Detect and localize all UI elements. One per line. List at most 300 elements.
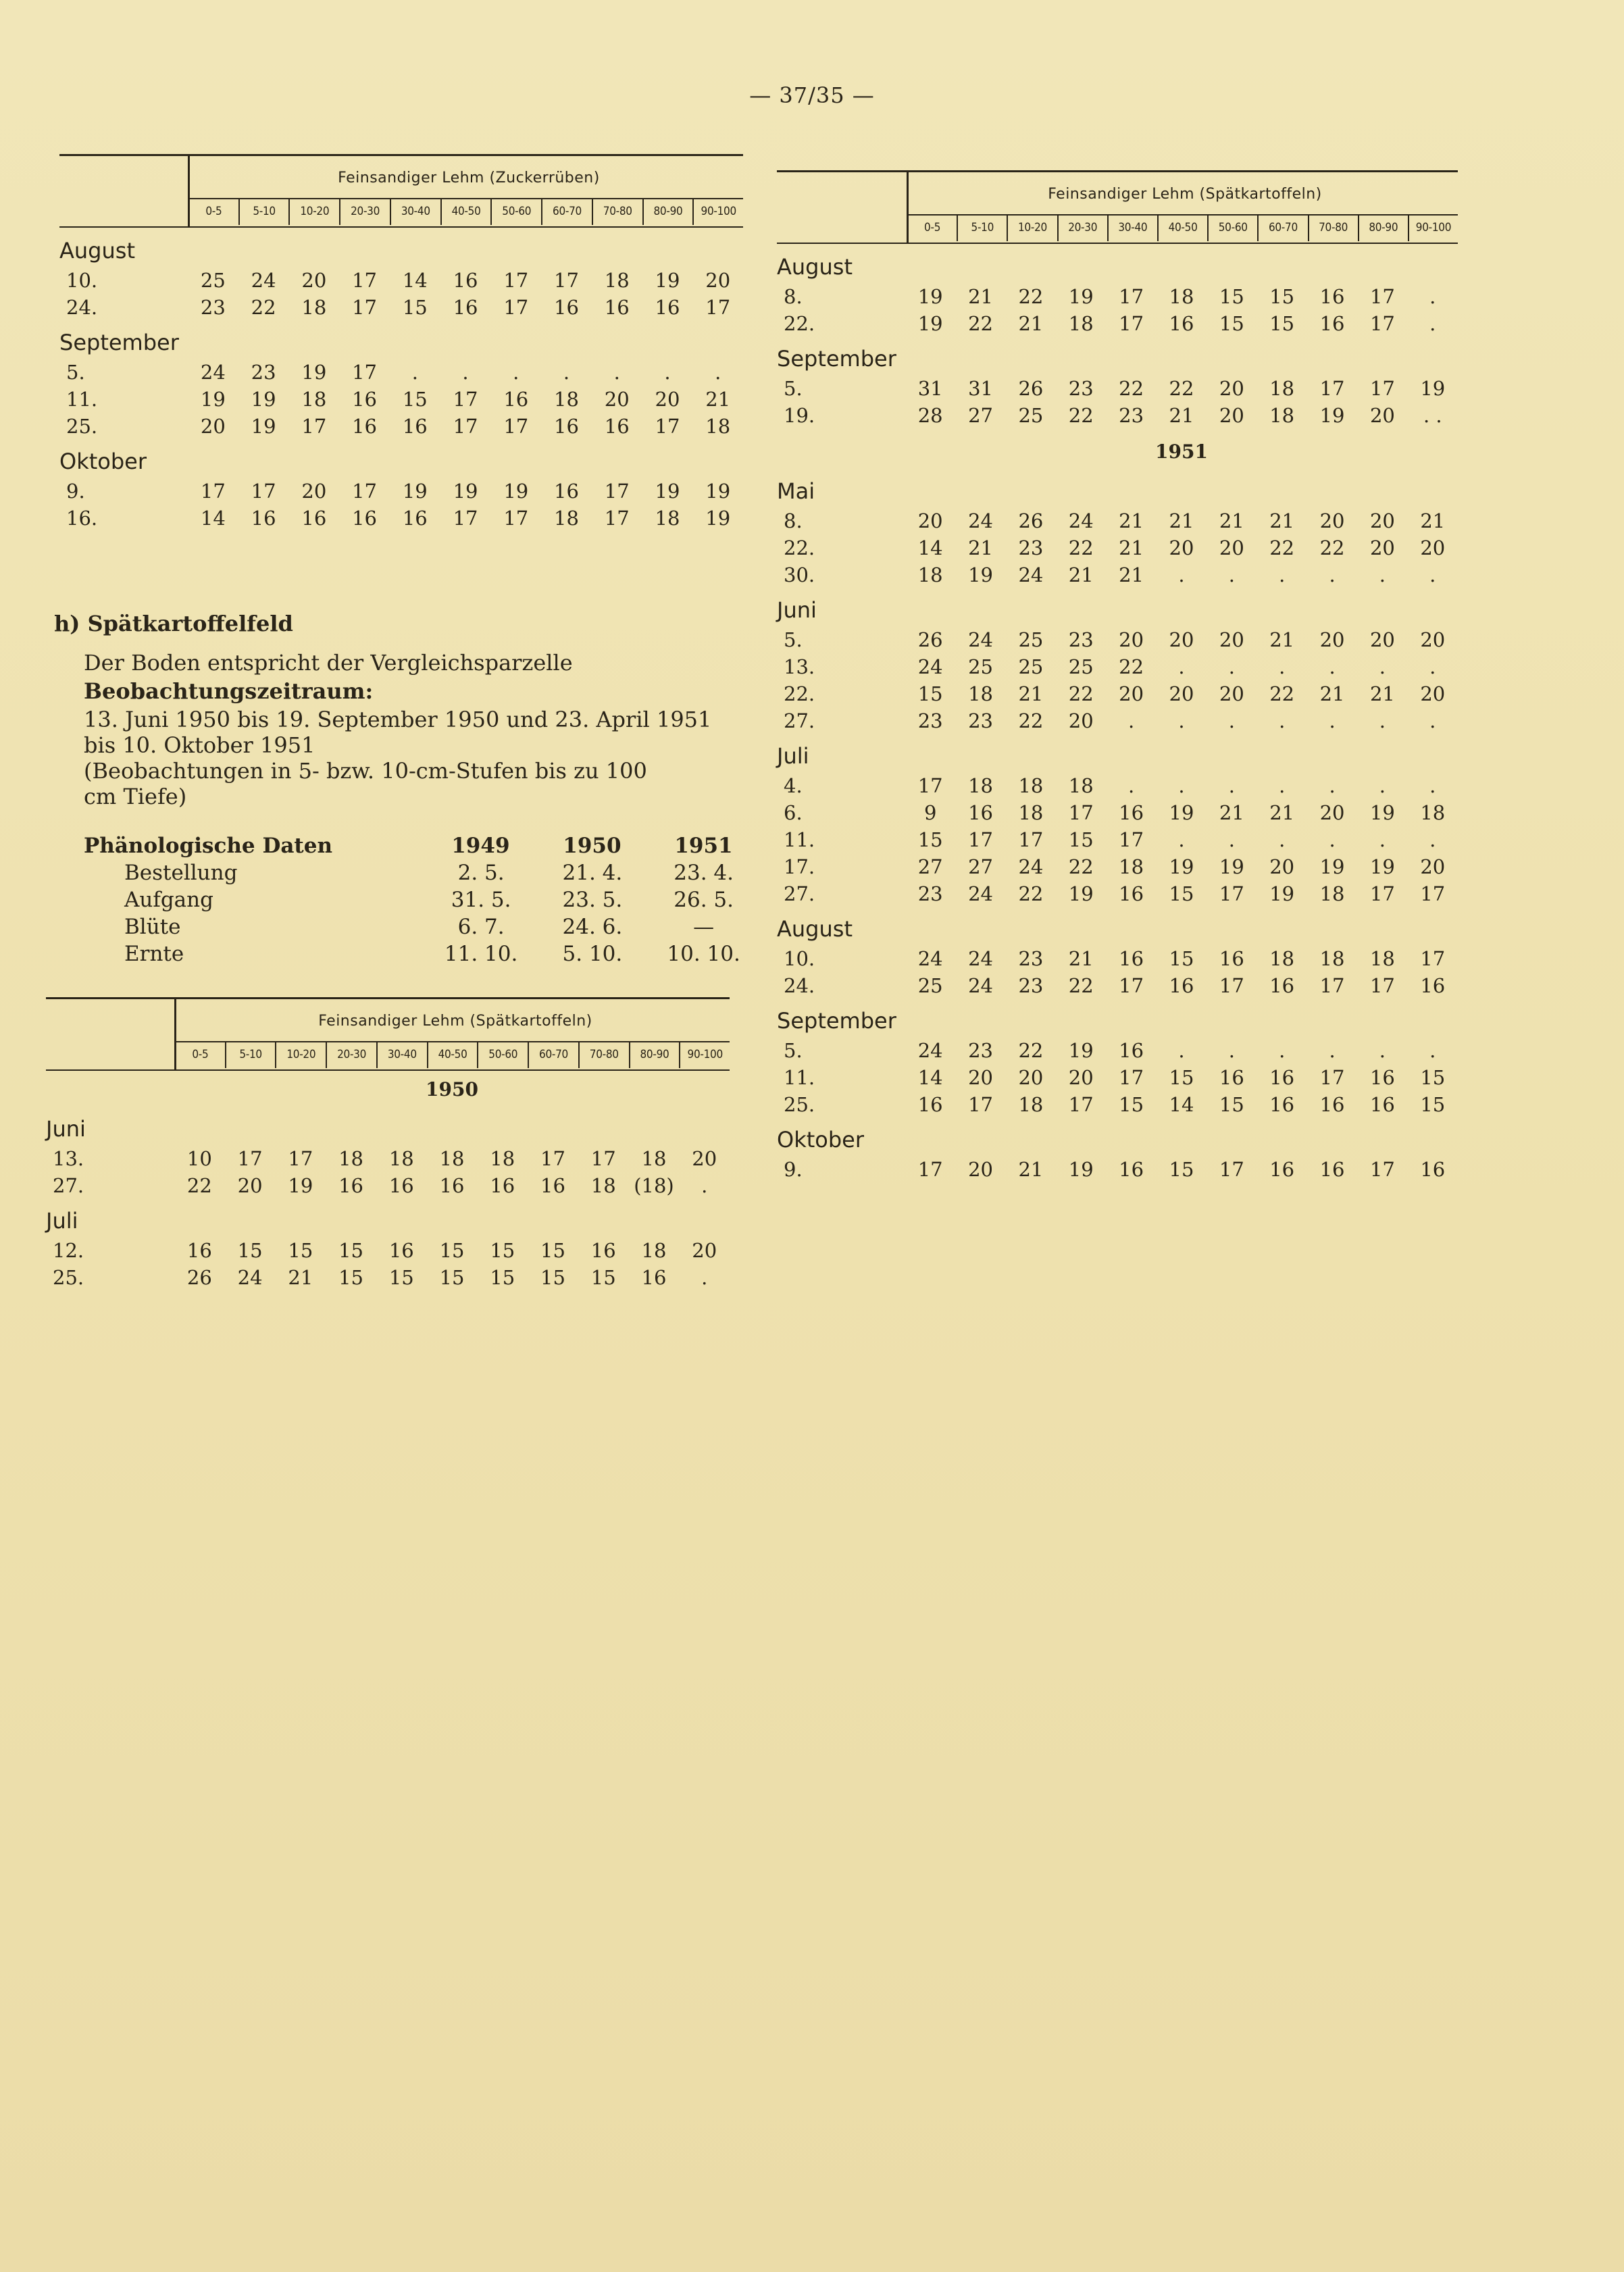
table-row xyxy=(59,294,743,321)
value-cell: . xyxy=(1279,655,1286,678)
value-cell: 15 xyxy=(439,1266,465,1289)
value-cell: 19 xyxy=(1369,855,1395,878)
value-cells xyxy=(905,1156,1458,1183)
value-cell: 17 xyxy=(1420,882,1446,905)
value-cell: 17 xyxy=(1068,1093,1094,1116)
value-cell: 18 xyxy=(655,507,680,530)
value-cells xyxy=(188,413,743,440)
value-cell: 19 xyxy=(968,563,993,586)
depth-header-cell: 0-5 xyxy=(205,205,222,218)
phenology-date: 23. 4. xyxy=(674,861,734,885)
value-cell: 20 xyxy=(655,388,680,411)
value-cells xyxy=(188,359,743,386)
value-cell: 21 xyxy=(1068,563,1094,586)
value-cell: 21 xyxy=(1269,801,1295,824)
table-row xyxy=(46,1172,730,1199)
day-label: 27. xyxy=(784,709,815,732)
table-caption: Feinsandiger Lehm (Zuckerrüben) xyxy=(338,170,600,186)
month-label: Oktober xyxy=(59,449,147,474)
value-cell: 15 xyxy=(1219,1093,1244,1116)
month-label: Oktober xyxy=(777,1127,864,1153)
value-cell: . xyxy=(1379,774,1386,797)
value-cell: 19 xyxy=(503,480,529,503)
value-cell: 20 xyxy=(1219,628,1244,651)
value-cell: 24 xyxy=(237,1266,263,1289)
month-label: Juni xyxy=(46,1116,86,1142)
value-cell: . xyxy=(1178,563,1185,586)
value-cell: 16 xyxy=(590,1239,616,1262)
value-cells xyxy=(905,972,1458,999)
value-cell: 21 xyxy=(1269,509,1295,532)
value-cell: 24 xyxy=(968,882,993,905)
value-cell: 16 xyxy=(1369,1066,1395,1089)
table-spaetkartoffeln-1950 xyxy=(46,997,730,1291)
day-label: 6. xyxy=(784,801,803,824)
value-cell: 16 xyxy=(1119,947,1144,970)
table-row xyxy=(777,1091,1458,1118)
day-label: 5. xyxy=(66,361,85,384)
value-cell: 9 xyxy=(923,801,937,824)
value-cell: . xyxy=(1429,774,1436,797)
value-cell: 15 xyxy=(490,1266,515,1289)
value-cell: 21 xyxy=(1319,682,1345,705)
depth-header-cell: 20-30 xyxy=(339,199,390,225)
value-cell: 24 xyxy=(968,509,993,532)
phenology-date: — xyxy=(693,915,715,939)
value-cell: 20 xyxy=(1068,709,1094,732)
table-header xyxy=(46,997,730,1072)
table-row xyxy=(777,1037,1458,1064)
value-cell: 20 xyxy=(1420,855,1446,878)
table-row xyxy=(777,972,1458,999)
year-heading: 1951 xyxy=(1155,440,1208,463)
value-cell: 27 xyxy=(968,855,993,878)
value-cell: 18 xyxy=(1319,882,1345,905)
month-label: August xyxy=(777,916,853,942)
value-cells xyxy=(174,1264,730,1291)
value-cell: . xyxy=(1228,709,1235,732)
value-cell: 17 xyxy=(917,1158,943,1181)
value-cell: 19 xyxy=(1068,882,1094,905)
value-cells xyxy=(905,772,1458,799)
day-label: 17. xyxy=(784,855,815,878)
value-cell: 17 xyxy=(1119,974,1144,997)
value-cell: 17 xyxy=(453,415,478,438)
value-cell: 21 xyxy=(1018,1158,1044,1181)
phenology-row xyxy=(84,940,759,967)
value-cells xyxy=(905,626,1458,653)
value-cell: 16 xyxy=(453,269,478,292)
value-cell: 20 xyxy=(1018,1066,1044,1089)
day-label: 13. xyxy=(53,1147,84,1170)
year-heading: 1950 xyxy=(426,1078,478,1101)
value-cell: 15 xyxy=(1169,947,1194,970)
value-cell: 18 xyxy=(301,296,327,319)
value-cell: 15 xyxy=(288,1239,313,1262)
month-label: Juni xyxy=(777,597,817,623)
depth-header-cell: 20-30 xyxy=(326,1042,376,1068)
value-cell: (18) xyxy=(634,1174,674,1197)
value-cell: 19 xyxy=(1319,855,1345,878)
phenology-label: Bestellung xyxy=(124,861,238,885)
section-description xyxy=(84,650,746,809)
phenology-label: Ernte xyxy=(124,942,184,966)
value-cell: 14 xyxy=(917,1066,943,1089)
table-spaetkartoffeln-1950-1951 xyxy=(777,170,1458,1183)
value-cell: 23 xyxy=(1018,974,1044,997)
value-cell: 17 xyxy=(655,415,680,438)
value-cell: 18 xyxy=(301,388,327,411)
value-cell: . xyxy=(1379,709,1386,732)
value-cell: 19 xyxy=(402,480,428,503)
value-cell: 26 xyxy=(186,1266,212,1289)
soil-note: Der Boden entspricht der Vergleichsparzelle xyxy=(84,650,573,676)
value-cell: . xyxy=(1128,774,1135,797)
depth-header-cell: 80-90 xyxy=(642,199,693,225)
value-cell: 26 xyxy=(1018,509,1044,532)
value-cell: . xyxy=(1429,709,1436,732)
value-cell: 16 xyxy=(1119,801,1144,824)
value-cell: 22 xyxy=(1068,682,1094,705)
value-cell: 17 xyxy=(604,480,630,503)
day-label: 8. xyxy=(784,285,803,308)
value-cell: 19 xyxy=(917,312,943,335)
header-rule xyxy=(59,226,743,228)
table-row xyxy=(46,1145,730,1172)
table-row xyxy=(777,707,1458,734)
phenology-row xyxy=(84,913,759,940)
value-cell: 17 xyxy=(1219,882,1244,905)
value-cell: 19 xyxy=(1169,855,1194,878)
value-cell: 16 xyxy=(604,296,630,319)
value-cell: 23 xyxy=(968,1039,993,1062)
value-cell: 17 xyxy=(1219,974,1244,997)
value-cell: 23 xyxy=(917,709,943,732)
value-cell: 20 xyxy=(1369,536,1395,559)
value-cells xyxy=(905,653,1458,680)
value-cell: 16 xyxy=(554,415,579,438)
value-cell: 19 xyxy=(288,1174,313,1197)
value-cell: . xyxy=(1429,828,1436,851)
value-cell: 18 xyxy=(705,415,731,438)
value-cell: . xyxy=(1279,709,1286,732)
value-cell: 14 xyxy=(917,536,943,559)
value-cell: 15 xyxy=(1068,828,1094,851)
phenology-label: Blüte xyxy=(124,915,181,939)
value-cell: 31 xyxy=(917,377,943,400)
depth-header-cell: 90-100 xyxy=(679,1042,730,1068)
value-cell: 16 xyxy=(1169,974,1194,997)
table-body xyxy=(59,234,743,532)
value-cell: 20 xyxy=(301,269,327,292)
value-cell: 18 xyxy=(641,1147,667,1170)
day-label: 10. xyxy=(784,947,815,970)
depth-header-cell: 10-20 xyxy=(1007,216,1057,241)
value-cell: 20 xyxy=(1420,628,1446,651)
value-cell: 15 xyxy=(1169,1066,1194,1089)
value-cells xyxy=(188,267,743,294)
value-cell: 19 xyxy=(1269,882,1295,905)
value-cell: 20 xyxy=(301,480,327,503)
table-row xyxy=(777,772,1458,799)
depth-header-cell: 0-5 xyxy=(924,221,941,234)
value-cell: 19 xyxy=(251,388,276,411)
phenology-header xyxy=(84,832,759,859)
section-title: h) Spätkartoffelfeld xyxy=(54,611,293,636)
value-cell: 20 xyxy=(1169,628,1194,651)
value-cell: . xyxy=(1329,828,1336,851)
value-cell: . xyxy=(1429,1039,1436,1062)
value-cell: 17 xyxy=(503,269,529,292)
value-cell: 23 xyxy=(1119,404,1144,427)
depth-header-row xyxy=(176,1041,730,1068)
value-cell: 19 xyxy=(1068,1158,1094,1181)
value-cell: 16 xyxy=(186,1239,212,1262)
period-line-2: bis 10. Oktober 1951 xyxy=(84,732,315,758)
value-cell: 27 xyxy=(917,855,943,878)
value-cell: 21 xyxy=(1219,801,1244,824)
value-cell: 15 xyxy=(917,682,943,705)
value-cell: 20 xyxy=(1369,404,1395,427)
depth-header-cell: 50-60 xyxy=(1207,216,1257,241)
value-cell: 17 xyxy=(1319,377,1345,400)
depth-header-cell: 70-80 xyxy=(1308,216,1358,241)
value-cell: 17 xyxy=(540,1147,565,1170)
value-cell: 21 xyxy=(288,1266,313,1289)
table-row xyxy=(59,478,743,505)
month-label: August xyxy=(777,254,853,280)
value-cell: . xyxy=(1228,563,1235,586)
depth-header-cell: 40-50 xyxy=(1157,216,1207,241)
value-cells xyxy=(905,507,1458,534)
value-cell: 22 xyxy=(1068,974,1094,997)
value-cell: 15 xyxy=(237,1239,263,1262)
table-row xyxy=(777,507,1458,534)
year-1951: 1951 xyxy=(674,834,733,858)
value-cells xyxy=(905,680,1458,707)
month-label: Mai xyxy=(777,478,815,504)
depth-header-cell: 20-30 xyxy=(1057,216,1107,241)
value-cell: 20 xyxy=(1119,682,1144,705)
value-cell: 28 xyxy=(917,404,943,427)
value-cell: 18 xyxy=(1369,947,1395,970)
table-zuckerrueben xyxy=(59,154,743,532)
value-cells xyxy=(905,1064,1458,1091)
value-cell: 21 xyxy=(705,388,731,411)
table-row xyxy=(59,267,743,294)
value-cell: 24 xyxy=(917,947,943,970)
value-cell: . xyxy=(1329,774,1336,797)
value-cell: 15 xyxy=(338,1239,364,1262)
value-cell: . xyxy=(715,361,721,384)
value-cell: 19 xyxy=(1068,285,1094,308)
value-cell: 24 xyxy=(968,974,993,997)
value-cell: . xyxy=(1128,709,1135,732)
value-cell: 15 xyxy=(590,1266,616,1289)
table-row xyxy=(777,283,1458,310)
value-cell: 18 xyxy=(388,1147,414,1170)
value-cells xyxy=(188,478,743,505)
value-cell: 18 xyxy=(338,1147,364,1170)
value-cells xyxy=(905,853,1458,880)
value-cell: . xyxy=(411,361,418,384)
day-label: 5. xyxy=(784,377,803,400)
value-cell: 21 xyxy=(1169,404,1194,427)
phenology-date: 26. 5. xyxy=(674,888,734,912)
value-cell: 17 xyxy=(604,507,630,530)
value-cell: 16 xyxy=(968,801,993,824)
value-cell: 16 xyxy=(1319,1093,1345,1116)
value-cells xyxy=(188,386,743,413)
value-cell: 15 xyxy=(439,1239,465,1262)
value-cell: 15 xyxy=(1219,285,1244,308)
value-cell: 20 xyxy=(1420,536,1446,559)
value-cell: 17 xyxy=(352,269,378,292)
table-row xyxy=(777,561,1458,588)
value-cell: 23 xyxy=(1068,377,1094,400)
phenology-date: 5. 10. xyxy=(562,942,623,966)
value-cell: . xyxy=(1279,828,1286,851)
value-cell: . xyxy=(513,361,519,384)
value-cell: 15 xyxy=(917,828,943,851)
header-rule xyxy=(777,243,1458,244)
depth-header-cell: 30-40 xyxy=(390,199,440,225)
period-label: Beobachtungszeitraum: xyxy=(84,678,374,704)
value-cell: 22 xyxy=(968,312,993,335)
value-cell: 16 xyxy=(917,1093,943,1116)
table-caption: Feinsandiger Lehm (Spätkartoffeln) xyxy=(1048,186,1322,203)
value-cell: 19 xyxy=(453,480,478,503)
phenology-row xyxy=(84,886,759,913)
table-row xyxy=(59,359,743,386)
value-cell: 20 xyxy=(1169,536,1194,559)
table-row xyxy=(59,386,743,413)
value-cell: 17 xyxy=(352,480,378,503)
depth-header-cell: 40-50 xyxy=(440,199,491,225)
value-cell: 15 xyxy=(540,1266,565,1289)
value-cell: 15 xyxy=(338,1266,364,1289)
value-cells xyxy=(905,283,1458,310)
value-cells xyxy=(905,534,1458,561)
value-cell: . xyxy=(701,1174,708,1197)
value-cell: 22 xyxy=(1319,536,1345,559)
value-cell: 20 xyxy=(604,388,630,411)
value-cell: 15 xyxy=(402,296,428,319)
value-cell: 16 xyxy=(1319,285,1345,308)
table-row xyxy=(777,945,1458,972)
value-cell: 20 xyxy=(968,1158,993,1181)
value-cell: . xyxy=(664,361,671,384)
value-cell: 20 xyxy=(1219,536,1244,559)
depth-header-cell: 60-70 xyxy=(1257,216,1307,241)
value-cell: 20 xyxy=(968,1066,993,1089)
value-cell: 20 xyxy=(1269,855,1295,878)
value-cell: 18 xyxy=(968,774,993,797)
value-cell: 22 xyxy=(1068,536,1094,559)
value-cell: 18 xyxy=(917,563,943,586)
value-cell: 26 xyxy=(917,628,943,651)
value-cell: 19 xyxy=(917,285,943,308)
day-label: 11. xyxy=(66,388,98,411)
value-cell: 20 xyxy=(1169,682,1194,705)
month-label: Juli xyxy=(46,1208,78,1234)
value-cell: 17 xyxy=(1369,974,1395,997)
value-cell: 16 xyxy=(453,296,478,319)
value-cell: 20 xyxy=(692,1239,717,1262)
depth-header-cell: 70-80 xyxy=(592,199,642,225)
value-cell: 18 xyxy=(1018,801,1044,824)
value-cell: 16 xyxy=(655,296,680,319)
value-cell: 22 xyxy=(1119,655,1144,678)
value-cell: 16 xyxy=(1420,974,1446,997)
value-cells xyxy=(905,310,1458,337)
value-cell: 15 xyxy=(1119,1093,1144,1116)
value-cell: 17 xyxy=(917,774,943,797)
value-cell: . xyxy=(1429,563,1436,586)
phenology-date: 31. 5. xyxy=(451,888,511,912)
value-cell: 20 xyxy=(1219,377,1244,400)
value-cell: 25 xyxy=(968,655,993,678)
value-cell: 27 xyxy=(968,404,993,427)
value-cell: 20 xyxy=(1319,801,1345,824)
value-cell: 20 xyxy=(1319,509,1345,532)
value-cell: 17 xyxy=(968,1093,993,1116)
value-cell: 21 xyxy=(1369,682,1395,705)
table-row xyxy=(777,1156,1458,1183)
table-caption: Feinsandiger Lehm (Spätkartoffeln) xyxy=(318,1013,592,1030)
phenology-label: Aufgang xyxy=(124,888,213,912)
value-cell: 16 xyxy=(1119,1039,1144,1062)
value-cell: 24 xyxy=(1018,563,1044,586)
value-cell: 16 xyxy=(1319,312,1345,335)
depth-header-cell: 5-10 xyxy=(957,216,1007,241)
value-cell: 22 xyxy=(1269,682,1295,705)
value-cell: 21 xyxy=(968,285,993,308)
table-row xyxy=(46,1264,730,1291)
phenology-date: 21. 4. xyxy=(562,861,623,885)
value-cell: 16 xyxy=(352,388,378,411)
value-cell: 23 xyxy=(1068,628,1094,651)
value-cell: 16 xyxy=(540,1174,565,1197)
phenology-table xyxy=(84,832,759,967)
value-cell: 18 xyxy=(1068,774,1094,797)
day-label: 30. xyxy=(784,563,815,586)
value-cell: 18 xyxy=(1018,1093,1044,1116)
value-cell: 25 xyxy=(1018,404,1044,427)
value-cell: 20 xyxy=(1119,628,1144,651)
value-cell: 22 xyxy=(1018,285,1044,308)
value-cell: . xyxy=(1379,655,1386,678)
value-cell: 15 xyxy=(1219,312,1244,335)
value-cell: 21 xyxy=(1219,509,1244,532)
value-cell: 17 xyxy=(1319,1066,1345,1089)
value-cell: 22 xyxy=(251,296,276,319)
value-cell: 17 xyxy=(503,415,529,438)
value-cell: 16 xyxy=(352,507,378,530)
month-label: September xyxy=(777,1008,896,1034)
value-cell: 20 xyxy=(1369,628,1395,651)
table-row xyxy=(777,799,1458,826)
depth-header-row xyxy=(908,214,1458,241)
value-cell: 17 xyxy=(1119,285,1144,308)
value-cell: 16 xyxy=(554,480,579,503)
table-body-1951 xyxy=(777,475,1458,1183)
value-cell: 18 xyxy=(1119,855,1144,878)
day-label: 8. xyxy=(784,509,803,532)
phenology-date: 10. 10. xyxy=(667,942,740,966)
value-cell: 17 xyxy=(453,388,478,411)
value-cell: 17 xyxy=(251,480,276,503)
